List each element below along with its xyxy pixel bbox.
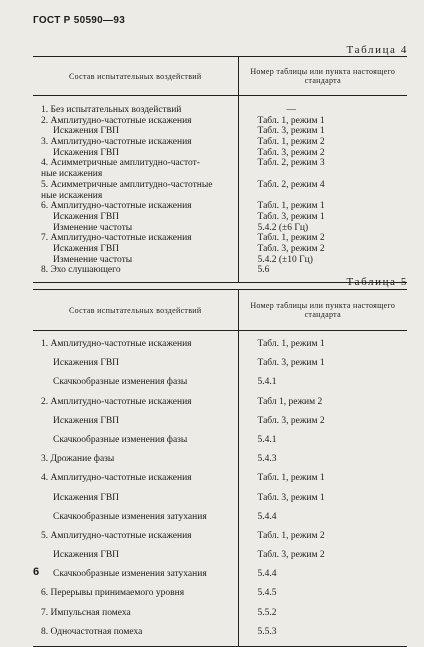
row-reference: 5.4.5 <box>257 588 277 599</box>
row-composition: 3. Амплитудно-частотные искажения <box>41 137 192 148</box>
row-reference: 5.4.1 <box>257 434 277 445</box>
table-row <box>33 223 407 234</box>
table-row <box>33 116 407 127</box>
row-reference: Табл. 1, режим 1 <box>257 473 325 484</box>
table-4-header-composition: Состав испытательных воздействий <box>33 57 238 96</box>
table-row <box>33 148 407 159</box>
document-id: ГОСТ Р 50590—93 <box>33 15 126 26</box>
table-row <box>33 105 407 116</box>
row-composition: Искажения ГВП <box>53 147 120 158</box>
row-reference: Табл. 3, режим 2 <box>257 415 325 426</box>
row-composition: 6. Перерывы принимаемого уровня <box>41 588 185 599</box>
table-row <box>33 588 407 607</box>
row-composition: Искажения ГВП <box>53 492 120 503</box>
table-row <box>33 397 407 416</box>
table-row <box>33 473 407 492</box>
row-reference: Табл. 1, режим 1 <box>257 339 325 349</box>
row-composition: 6. Амплитудно-частотные искажения <box>41 201 192 212</box>
row-reference: Табл. 3, режим 1 <box>257 492 325 503</box>
row-reference: 5.6 <box>257 265 270 276</box>
row-composition: Искажения ГВП <box>53 211 120 222</box>
table-row <box>33 339 407 358</box>
row-reference: Табл. 3, режим 1 <box>257 126 325 137</box>
row-composition: 5. Асимметричные амплитудно-частотные <box>41 179 213 190</box>
row-composition: 4. Амплитудно-частотные искажения <box>41 473 192 484</box>
row-reference: 5.4.1 <box>257 377 277 388</box>
row-composition: 4. Асимметричные амплитудно-частот- <box>41 158 200 169</box>
row-reference: Табл. 1, режим 1 <box>257 201 325 212</box>
row-composition: 8. Одночастотная помеха <box>41 626 143 637</box>
row-composition: 8. Эхо слушающего <box>41 265 121 276</box>
row-reference: 5.4.2 (±10 Гц) <box>257 254 313 265</box>
table-5-title: Таблица 5 <box>346 276 408 288</box>
row-composition: 7. Амплитудно-частотные искажения <box>41 233 192 244</box>
row-composition: Скачкообразные изменения затухания <box>53 569 207 580</box>
row-reference: Табл. 1, режим 2 <box>257 530 325 541</box>
table-row <box>33 158 407 169</box>
row-reference: Табл. 3, режим 2 <box>257 147 325 158</box>
row-reference: 5.5.3 <box>257 626 277 637</box>
table-row <box>33 201 407 212</box>
table-row <box>33 454 407 473</box>
table-row <box>33 377 407 396</box>
row-composition: Изменение частоты <box>53 222 133 233</box>
row-composition: 5. Амплитудно-частотные искажения <box>41 530 192 541</box>
table-row <box>33 512 407 531</box>
table-row <box>33 126 407 137</box>
row-reference: 5.5.2 <box>257 607 277 618</box>
row-composition: 2. Амплитудно-частотные искажения <box>41 396 192 407</box>
row-composition: 1. Амплитудно-частотные искажения <box>41 339 192 349</box>
row-reference: Табл. 3, режим 2 <box>257 243 325 254</box>
row-reference: — <box>286 105 296 115</box>
table-4-body <box>33 96 407 283</box>
row-reference: Табл. 2, режим 4 <box>257 179 325 190</box>
row-composition: Скачкообразные изменения затухания <box>53 511 207 522</box>
table-row <box>33 191 407 202</box>
row-reference: Табл. 3, режим 1 <box>257 358 325 369</box>
page-number: 6 <box>33 566 40 578</box>
row-composition: 1. Без испытательных воздействий <box>41 105 182 115</box>
row-composition: 7. Импульсная помеха <box>41 607 131 618</box>
table-row <box>33 550 407 569</box>
row-reference: Табл. 3, режим 1 <box>257 211 325 222</box>
table-row <box>33 180 407 191</box>
table-row <box>33 255 407 266</box>
row-reference: Табл. 1, режим 2 <box>257 137 325 148</box>
table-row <box>33 435 407 454</box>
row-reference: 5.4.3 <box>257 454 277 465</box>
row-reference: 5.4.4 <box>257 569 277 580</box>
table-5-header-reference: Номер таблицы или пункта настоящего стандарта <box>238 290 407 331</box>
row-composition: 3. Дрожание фазы <box>41 454 115 465</box>
table-5-body <box>33 331 407 647</box>
row-reference: Табл. 1, режим 1 <box>257 115 325 126</box>
row-reference: 5.4.4 <box>257 511 277 522</box>
table-row <box>33 244 407 255</box>
row-composition: Изменение частоты <box>53 254 133 265</box>
table-4 <box>33 56 407 283</box>
row-composition: Искажения ГВП <box>53 358 120 369</box>
table-row <box>33 137 407 148</box>
row-composition: 2. Амплитудно-частотные искажения <box>41 115 192 126</box>
row-composition: Искажения ГВП <box>53 415 120 426</box>
table-row <box>33 212 407 223</box>
row-composition: Скачкообразные изменения фазы <box>53 377 188 388</box>
row-composition: Скачкообразные изменения фазы <box>53 434 188 445</box>
table-row <box>33 569 407 588</box>
row-composition: Искажения ГВП <box>53 550 120 561</box>
row-composition: ные искажения <box>41 190 103 201</box>
table-row <box>33 233 407 244</box>
table-row <box>33 169 407 180</box>
row-reference: Табл 1, режим 2 <box>257 396 323 407</box>
row-reference: 5.4.2 (±6 Гц) <box>257 222 309 233</box>
table-5-header-composition: Состав испытательных воздействий <box>33 290 238 331</box>
row-composition: Искажения ГВП <box>53 126 120 137</box>
row-reference: Табл. 3, режим 2 <box>257 550 325 561</box>
table-4-header-reference: Номер таблицы или пункта настоящего стандарта <box>238 57 407 96</box>
table-row <box>33 627 407 647</box>
row-composition: ные искажения <box>41 169 103 180</box>
table-row <box>33 358 407 377</box>
table-row <box>33 416 407 435</box>
table-row <box>33 531 407 550</box>
row-composition: Искажения ГВП <box>53 243 120 254</box>
row-reference: Табл. 2, режим 3 <box>257 158 325 169</box>
table-row <box>33 608 407 627</box>
table-row <box>33 493 407 512</box>
row-reference: Табл. 1, режим 2 <box>257 233 325 244</box>
table-4-title: Таблица 4 <box>346 44 408 56</box>
table-5 <box>33 289 407 647</box>
